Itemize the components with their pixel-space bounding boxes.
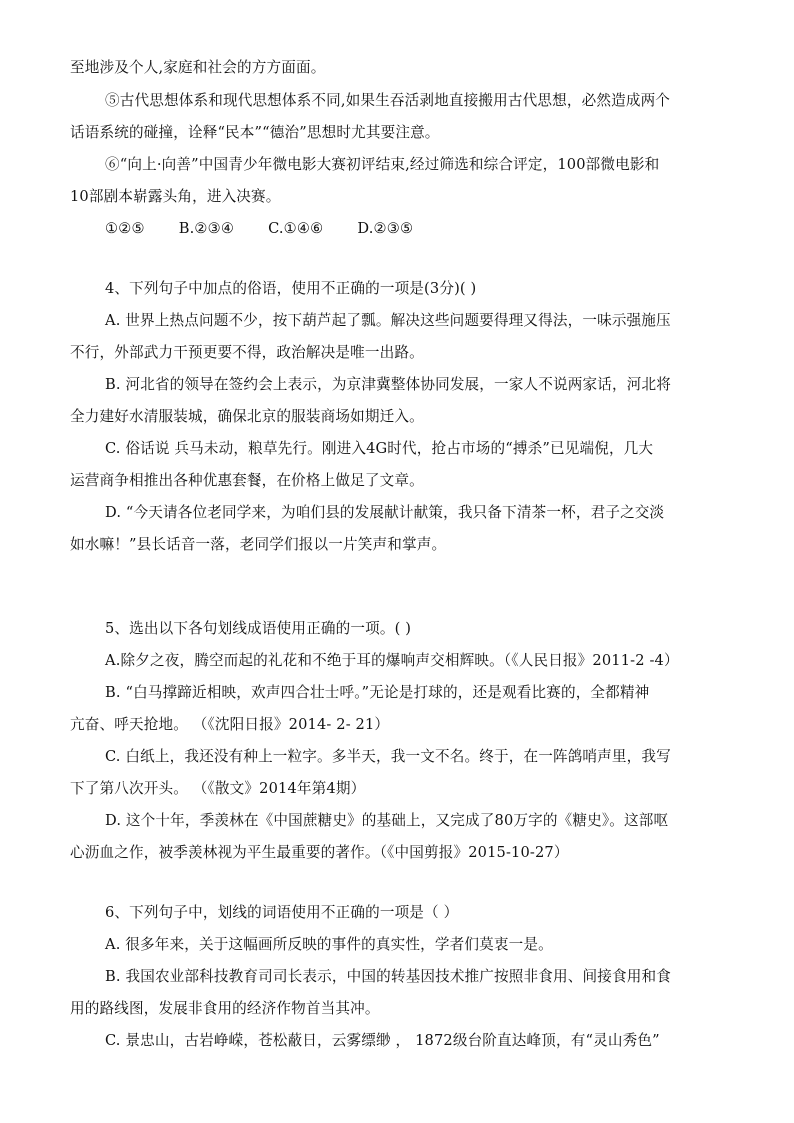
text-line: B. 河北省的领导在签约会上表示，为京津冀整体协同发展，一家人不说两家话，河北将 (105, 376, 671, 393)
text-line: A. 很多年来，关于这幅画所反映的事件的真实性，学者们莫衷一是。 (105, 936, 553, 953)
text-line: B. “白马撑蹄近相映，欢声四合壮士呼。”无论是打球的，还是观看比赛的，全都精神 (105, 684, 650, 701)
text-line: D. 这个十年，季羡林在《中国蔗糖史》的基础上，又完成了80万字的《糖史》。这部呕 (105, 812, 669, 829)
text-line: 下了第八次开头。 （《散文》2014年第4期） (70, 780, 366, 797)
text-line: 亢奋、呼天抢地。 （《沈阳日报》2014- 2- 21） (70, 716, 390, 733)
answer-option: B.②③④ (178, 220, 235, 237)
text-line: A.除夕之夜，腾空而起的礼花和不绝于耳的爆响声交相辉映。（《人民日报》2011-2 -4） (105, 652, 679, 669)
question-stem: 6、下列句子中，划线的词语使用不正确的一项是（ ） (105, 904, 459, 921)
text-line: D. “今天请各位老同学来，为咱们县的发展献计献策，我只备下清茶一杯，君子之交淡 (105, 504, 665, 521)
text-line: C. 白纸上，我还没有种上一粒字。多半天，我一文不名。终于，在一阵鸽哨声里，我写 (105, 748, 671, 765)
question-stem: 4、下列句子中加点的俗语，使用不正确的一项是(3分)( ) (105, 280, 477, 297)
text-line: C. 景忠山，古岩峥嵘，苍松蔽日，云雾缥缈 ， 1872级台阶直达峰顶，有“灵山秀色” (105, 1032, 660, 1049)
text-line: ⑥“向上·向善”中国青少年微电影大赛初评结束,经过筛选和综合评定，100部微电影和 (105, 156, 660, 173)
text-line: 如水嘛！”县长话音一落，老同学们报以一片笑声和掌声。 (70, 536, 447, 553)
question-stem: 5、选出以下各句划线成语使用正确的一项。( ) (105, 620, 412, 637)
text-line: 用的路线图，发展非食用的经济作物首当其冲。 (70, 1000, 380, 1017)
answer-option: C.①④⑥ (268, 220, 324, 237)
text-line: B. 我国农业部科技教育司司长表示，中国的转基因技术推广按照非食用、间接食用和食 (105, 968, 671, 985)
text-line: C. 俗话说 兵马未动，粮草先行。刚进入4G时代，抢占市场的“搏杀”已见端倪，几大 (105, 440, 654, 457)
text-line: 心沥血之作，被季羡林视为平生最重要的著作。（《中国剪报》2015-10-27） (70, 844, 569, 861)
text-line: 话语系统的碰撞，诠释“民本”“德治”思想时尤其要注意。 (70, 124, 440, 141)
text-line: A. 世界上热点问题不少，按下葫芦起了瓢。解决这些问题要得理又得法，一味示强施压 (105, 312, 671, 329)
text-line: 10部剧本崭露头角，进入决赛。 (70, 188, 281, 205)
text-line: 至地涉及个人,家庭和社会的方方面面。 (70, 59, 326, 76)
answer-option: D.②③⑤ (357, 220, 414, 237)
text-line: ⑤古代思想体系和现代思想体系不同,如果生吞活剥地直接搬用古代思想，必然造成两个 (105, 92, 671, 109)
text-line: 不行，外部武力干预更要不得，政治解决是唯一出路。 (70, 344, 424, 361)
answer-option: ①②⑤ (105, 220, 145, 237)
text-line: 全力建好水清服装城，确保北京的服装商场如期迁入。 (70, 408, 424, 425)
answer-options (105, 219, 730, 239)
text-line: 运营商争相推出各种优惠套餐，在价格上做足了文章。 (70, 472, 424, 489)
